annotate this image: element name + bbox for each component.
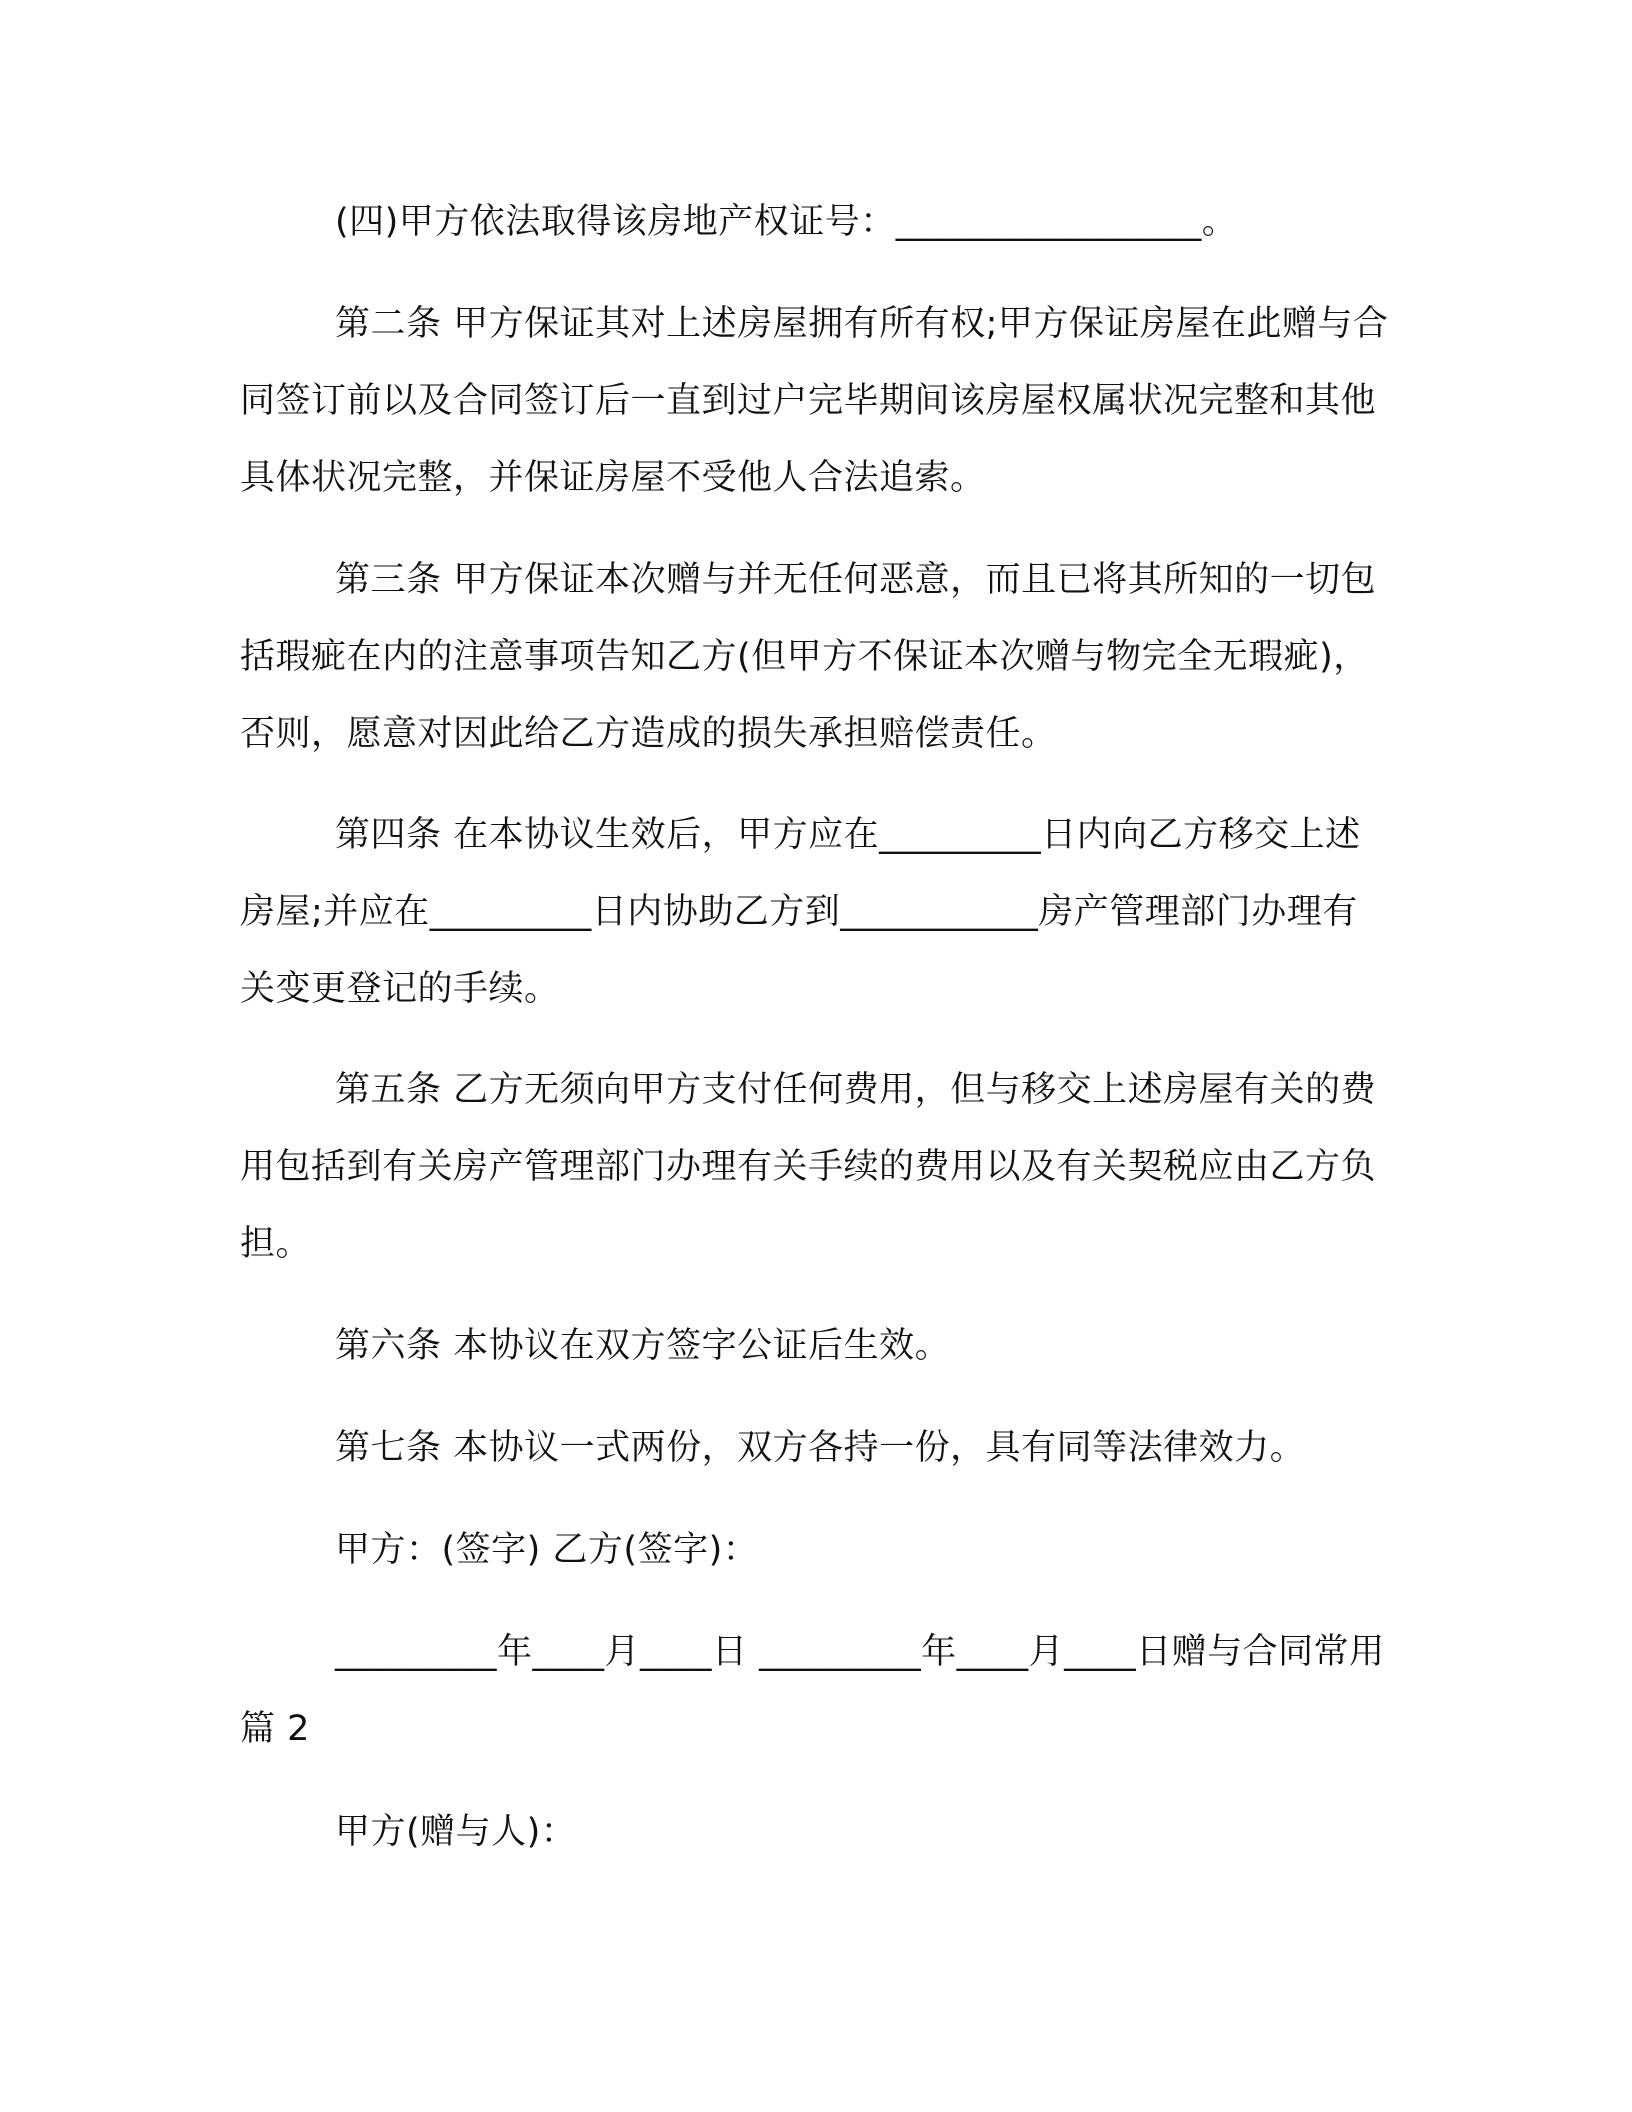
paragraph-article-7: 第七条 本协议一式两份，双方各持一份，具有同等法律效力。 [335, 1428, 1306, 1468]
paragraph-article-4: 第四条 在本协议生效后，甲方应在_________日内向乙方移交上述房屋;并应在_________日内协助乙方到___________房产管理部门办理有关变更登记的手续。 [240, 815, 1361, 1009]
paragraph-article-3: 第三条 甲方保证本次赠与并无任何恶意，而且已将其所知的一切包括瑕疵在内的注意事项告知乙方(但甲方不保证本次赠与物完全无瑕疵)，否则，愿意对因此给乙方造成的损失承担赔偿责任。 [240, 560, 1377, 754]
paragraph-donor: 甲方(赠与人)： [335, 1812, 577, 1852]
paragraph-property-certificate: (四)甲方依法取得该房地产权证号：_________________。 [335, 202, 1238, 242]
paragraph-article-5: 第五条 乙方无须向甲方支付任何费用，但与移交上述房屋有关的费用包括到有关房产管理部门办理有关手续的费用以及有关契税应由乙方负担。 [240, 1070, 1377, 1264]
paragraph-article-2: 第二条 甲方保证其对上述房屋拥有所有权;甲方保证房屋在此赠与合同签订前以及合同签订后一直到过户完毕期间该房屋权属状况完整和其他具体状况完整，并保证房屋不受他人合法追索。 [240, 304, 1389, 498]
paragraph-dates-and-section-title: _________年____月____日 _________年____月____日赠与合同常用 篇 2 [240, 1632, 1385, 1749]
paragraph-article-6: 第六条 本协议在双方签字公证后生效。 [335, 1326, 951, 1366]
paragraph-signatures: 甲方：(签字) 乙方(签字)： [335, 1530, 759, 1570]
